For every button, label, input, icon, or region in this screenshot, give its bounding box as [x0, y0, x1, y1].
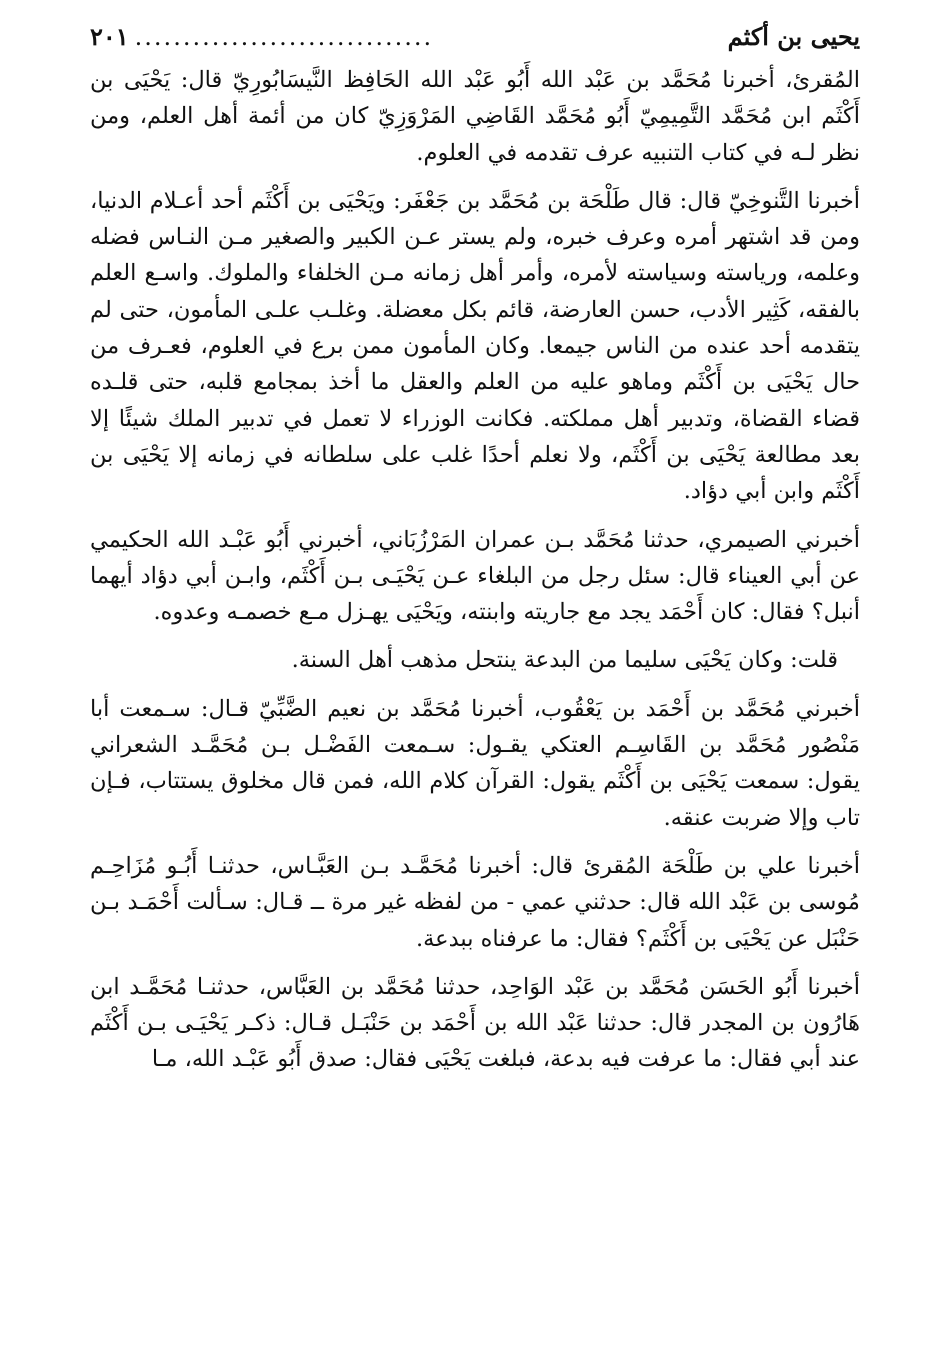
- paragraph-6: أخبرنا علي بن طَلْحَة المُقرئ قال: أخبرنا مُحَمَّـد بـن العَبَّـاس، حدثنـا أَبُـو مُزَاحِـم مُوسى بن عَبْد الله قال: حدثني عمي - من لفظه غير مرة ــ قـال: سـألت أَحْمَـد بـن حَنْبَل عن يَحْيَى بن أَكْثَم؟ فقال: ما عرفناه ببدعة.: [90, 852, 860, 952]
- page-number: ٢٠١: [90, 22, 129, 51]
- running-title: يحيى بن أكثم: [727, 22, 860, 51]
- paragraph-1: المُقرئ، أخبرنا مُحَمَّد بن عَبْد الله أَبُو عَبْد الله الحَافِظ النَّيسَابُورِيّ قال: يَحْيَى بن أَكْثَم ابن مُحَمَّد التَّمِيمِيّ أَبُو مُحَمَّد القَاضِي المَرْوَزِيّ كان من أئمة أهل العلم، ومن نظر لـه في كتاب التنبيه عرف تقدمه في العلوم.: [90, 67, 860, 166]
- paragraph-7: أخبرنا أَبُو الحَسَن مُحَمَّد بن عَبْد الوَاحِد، حدثنا مُحَمَّد بن العَبَّاس، حدثنـا مُحَمَّـد ابن هَارُون بن المجدر قال: حدثنا عَبْد الله بن أَحْمَد بن حَنْبَـل قـال: ذكـر يَحْيَـى بـن أَكْثَم عند أبي فقال: ما عرفت فيه بدعة، فبلغت يَحْيَى فقال: صدق أَبُو عَبْـد الله، مـا: [90, 973, 860, 1073]
- paragraph-4: قلت: وكان يَحْيَى سليما من البدعة ينتحل مذهب أهل السنة.: [291, 647, 838, 674]
- paragraph-2: أخبرنا التَّنوخِيّ قال: قال طَلْحَة بن مُحَمَّد بن جَعْفَر: ويَحْيَى بن أَكْثَم أحد أعـلام الدنيا، ومن قد اشتهر أمره وعرف خبره، ولم يستر عـن الكبير والصغير مـن النـاس فضله وعلمه، ورياسته وسياسته لأمره، وأمر أهل زمانه مـن الخلفاء والملوك. واسـع العلم بالفقه، كَثِير الأدب، حسن العارضة، قائم بكل معضلة. وغلـب علـى المأمون، حتى لم يتقدمه أحد عنده من الناس جيمعا. وكان المأمون ممن برع في العلوم، فعـرف من حال يَحْيَى بن أَكْثَم وماهو عليه من العلم والعقل ما أخذ بمجامع قلبه، حتى قلـده قضاء القضاة، وتدبير أهل مملكته. فكانت الوزراء لا تعمل في تدبير الملك شيئًا إلا بعد مطالعة يَحْيَى بن أَكْثَم، ولا نعلم أحدًا غلب على سلطانه في زمانه إلا يَحْيَى بن أَكْثَم وابن أبي دؤاد.: [90, 187, 860, 505]
- leader-dots: ...............................: [134, 23, 434, 51]
- running-header: [90, 22, 860, 62]
- paragraph-3: أخبرني الصيمري، حدثنا مُحَمَّد بـن عمران المَرْزُبَاني، أخبرني أَبُو عَبْـد الله الحكيمي عن أبي العيناء قال: سئل رجل من البلغاء عـن يَحْيَـى بـن أَكْثَم، وابـن أبي دؤاد أيهما أنبل؟ فقال: كان أَحْمَد يجد مع جاريته وابنته، ويَحْيَى يهـزل مـع خصمـه وعدوه.: [90, 526, 860, 626]
- paragraph-5: أخبرني مُحَمَّد بن أَحْمَد بن يَعْقُوب، أخبرنا مُحَمَّد بن نعيم الضَّبِّيّ قـال: سـمعت أبا مَنْصُور مُحَمَّد بن القَاسِـم العتكي يقـول: سـمعت الفَضْـل بـن مُحَمَّـد الشعراني يقول: سمعت يَحْيَى بن أَكْثَم يقول: القرآن كلام الله، فمن قال مخلوق يستتاب، فـإن تاب وإلا ضربت عنقه.: [90, 695, 860, 831]
- book-page: [90, 22, 860, 1090]
